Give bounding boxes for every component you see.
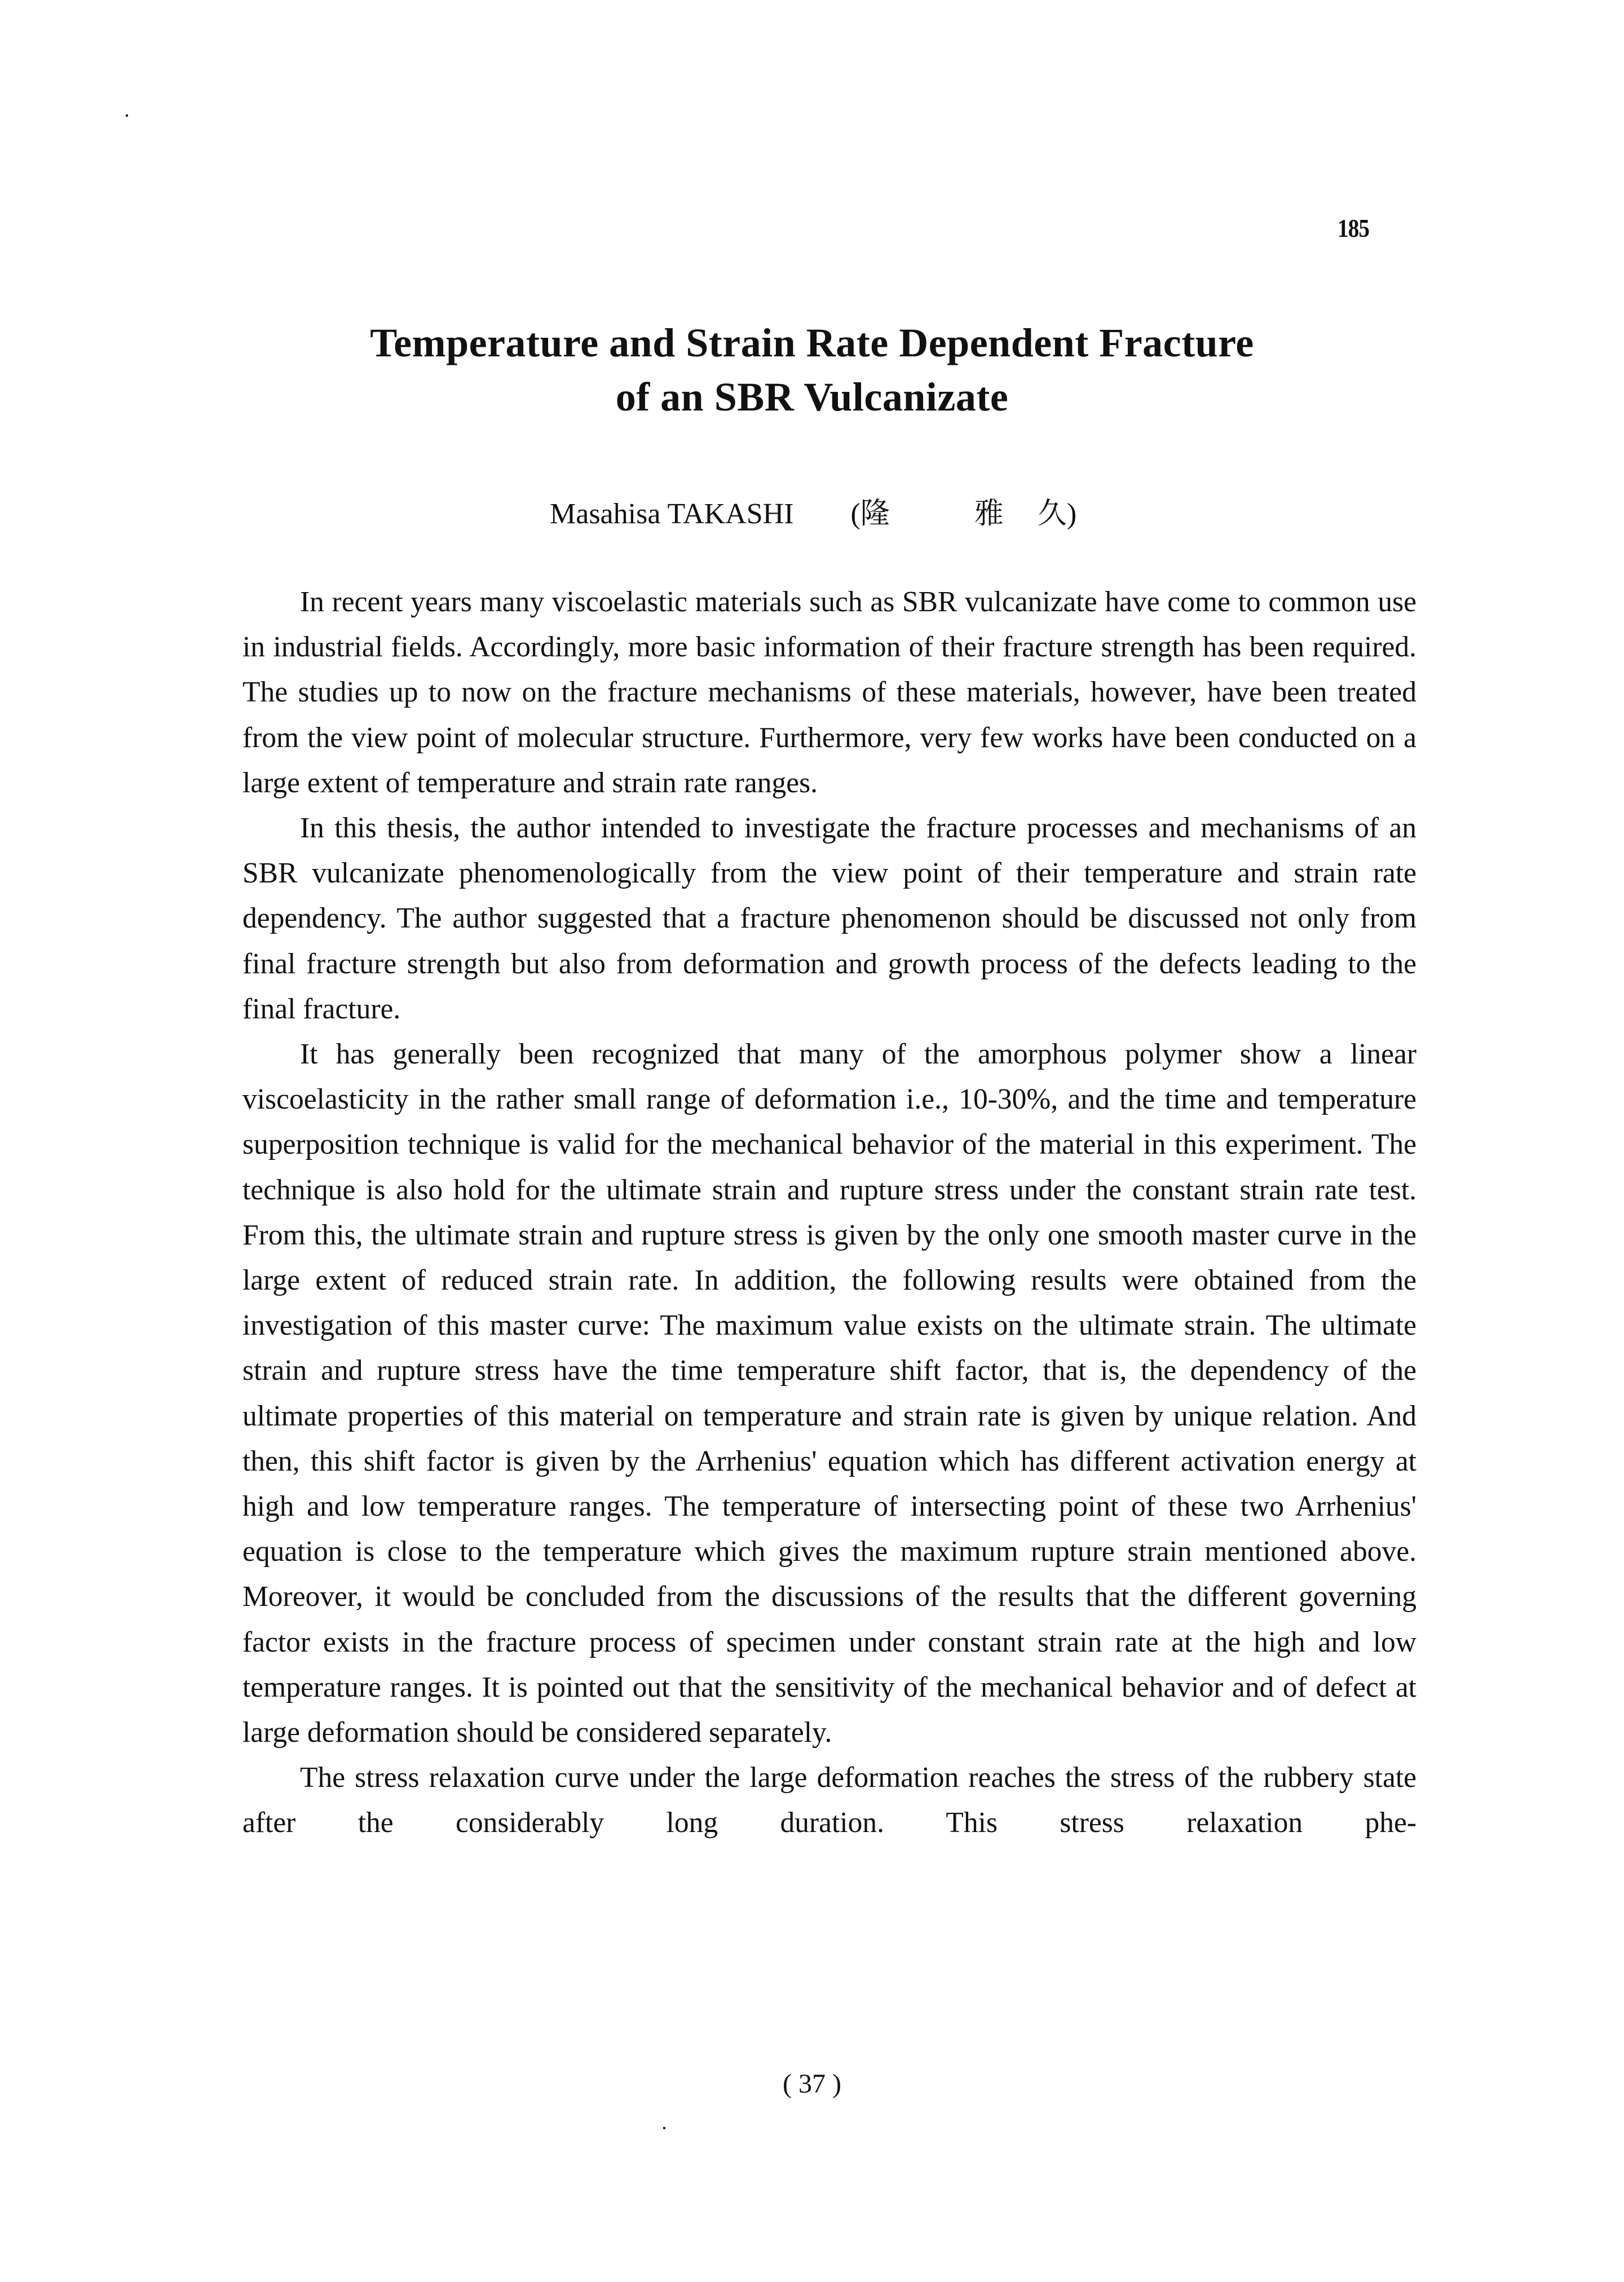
author-kanji-3: 久 xyxy=(1037,498,1067,530)
abstract-body xyxy=(242,580,1416,1846)
paragraph-2: In this thesis, the author intended to investigate the fracture processes and mechanisms of an SBR vulcanizate phenomenologically from the view point of their temperature and strain rate dependency. The author suggested that a fracture phenomenon should be discussed not only from final fracture strength but also from deformation and growth process of the defects leading to the final fracture. xyxy=(242,812,1416,1025)
author-line xyxy=(550,489,1076,532)
paragraph-1: In recent years many viscoelastic materials such as SBR vulcanizate have come to common use in industrial fields. Accordingly, more basic information of their fracture strength has been required. The studies up to now on the fracture mechanisms of these materials, however, have been treated from the view point of molecular structure. Furthermore, very few works have been conducted on a large extent of temperature and strain rate ranges. xyxy=(242,586,1416,799)
open-paren: ( xyxy=(850,498,860,530)
folio-page-number: ( 37 ) xyxy=(783,2069,841,2099)
close-paren: ) xyxy=(1066,498,1077,530)
scan-speck xyxy=(663,2127,665,2129)
author-kanji-2: 雅 xyxy=(974,498,1004,530)
page-number: 185 xyxy=(1338,214,1370,242)
scan-speck xyxy=(126,114,128,117)
paragraph-3: It has generally been recognized that many of the amorphous polymer show a linear viscoelasticity in the rather small range of deformation i.e., 10-30%, and the time and temperature superposition technique is valid for the mechanical behavior of the material in this experiment. The technique is also hold for the ultimate strain and rupture stress under the constant strain rate test. From this, the ultimate strain and rupture stress is given by the only one smooth master curve in the large extent of reduced strain rate. In addition, the following results were obtained from the investigation of this master curve: The maximum value exists on the ultimate strain. The ultimate strain and rupture stress have the time temperature shift factor, that is, the dependency of the ultimate properties of this material on temperature and strain rate is given by unique relation. And then, this shift factor is given by the Arrhenius' equation which has different activation energy at high and low temperature ranges. The temperature of intersecting point of these two Arrhenius' equation is close to the temperature which gives the maximum rupture strain mentioned above. Moreover, it would be concluded from the discussions of the results that the different governing factor exists in the fracture process of specimen under constant strain rate at the high and low temperature ranges. It is pointed out that the sensitivity of the mechanical behavior and of defect at large deformation should be considered separately. xyxy=(242,1038,1416,1749)
paragraph-4: The stress relaxation curve under the large deformation reaches the stress of the rubbery state after the considerably long duration. This stress relaxation phe- xyxy=(242,1762,1416,1839)
title-line-1: Temperature and Strain Rate Dependent Fracture xyxy=(370,320,1254,365)
author-kanji-name xyxy=(851,498,1077,530)
title-line-2: of an SBR Vulcanizate xyxy=(615,374,1009,420)
article-title xyxy=(0,316,1624,424)
author-name: Masahisa TAKASHI xyxy=(550,498,794,530)
author-kanji-1: 隆 xyxy=(860,498,890,530)
